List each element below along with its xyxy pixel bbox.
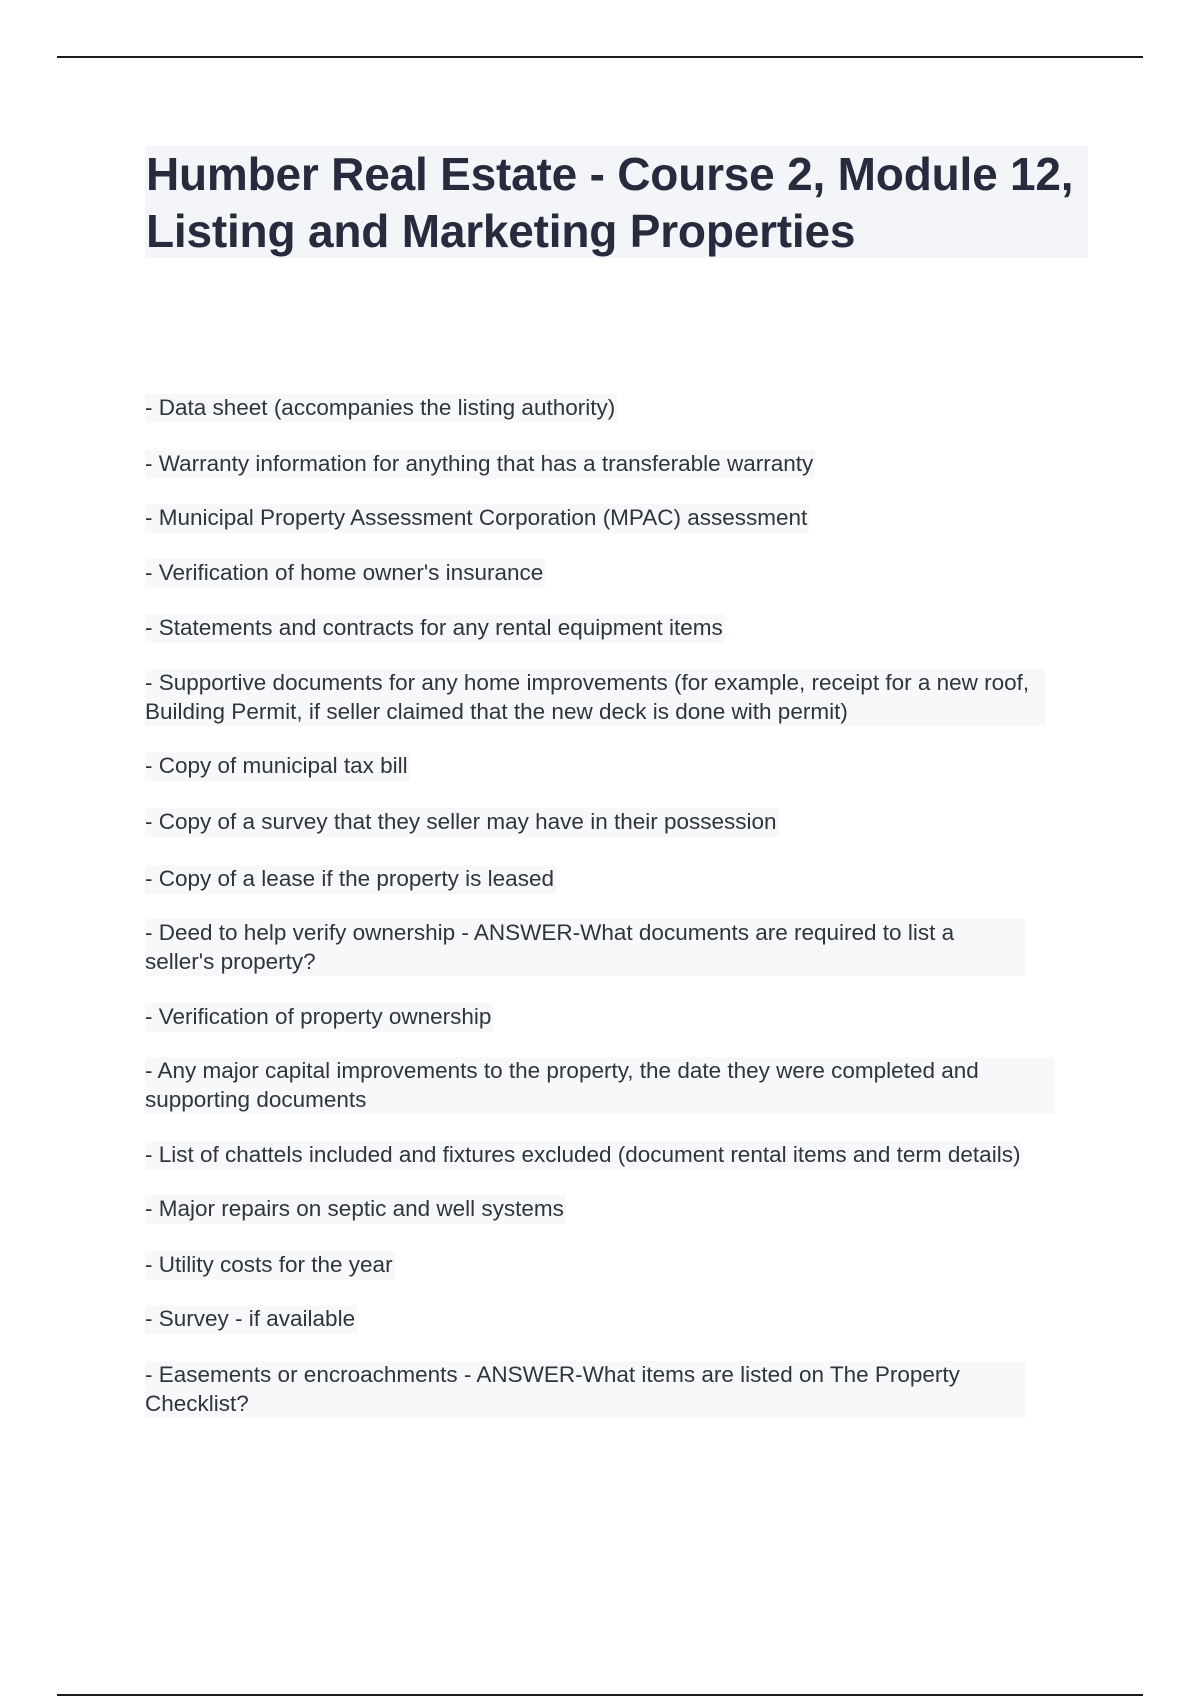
list-item: - Municipal Property Assessment Corporation (MPAC) assessment: [145, 504, 809, 533]
bottom-rule: [57, 1694, 1143, 1696]
list-item: - Supportive documents for any home improvements (for example, receipt for a new roof, Building Permit, if seller claimed that the new deck is done with permit): [145, 669, 1045, 726]
title-block: [145, 146, 1088, 258]
list-item: - Statements and contracts for any rental equipment items: [145, 614, 725, 643]
list-item: - Copy of a survey that they seller may have in their possession: [145, 808, 779, 837]
list-item: - Easements or encroachments - ANSWER-What items are listed on The Property Checklist?: [145, 1361, 1025, 1418]
document-title: Humber Real Estate - Course 2, Module 12, Listing and Marketing Properties: [146, 148, 1074, 257]
list-item: - Deed to help verify ownership - ANSWER-What documents are required to list a seller's property?: [145, 919, 1025, 976]
list-item: - Verification of property ownership: [145, 1003, 493, 1032]
list-item: - Utility costs for the year: [145, 1251, 395, 1280]
list-item: - List of chattels included and fixtures excluded (document rental items and term details): [145, 1141, 1022, 1170]
list-item: - Survey - if available: [145, 1305, 357, 1334]
list-item: - Warranty information for anything that has a transferable warranty: [145, 450, 815, 479]
top-rule: [57, 56, 1143, 58]
list-item: - Major repairs on septic and well systems: [145, 1195, 566, 1224]
list-item: - Any major capital improvements to the property, the date they were completed and supporting documents: [145, 1057, 1055, 1114]
list-item: - Copy of municipal tax bill: [145, 752, 410, 781]
list-item: - Data sheet (accompanies the listing authority): [145, 394, 617, 423]
list-item: - Copy of a lease if the property is leased: [145, 865, 556, 894]
list-item: - Verification of home owner's insurance: [145, 559, 545, 588]
